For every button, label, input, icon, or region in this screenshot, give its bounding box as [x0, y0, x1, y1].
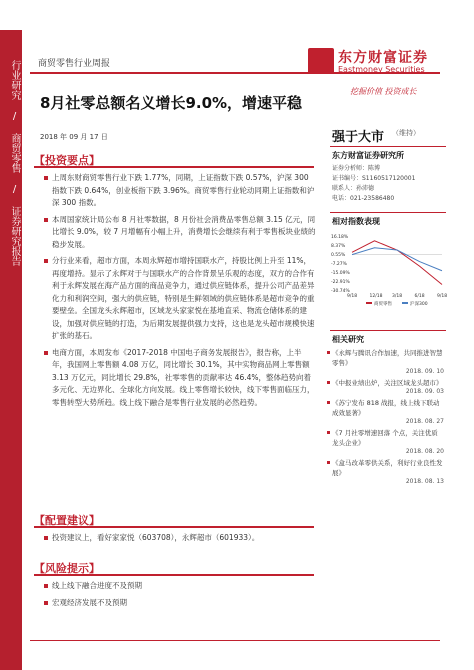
bullet-icon: [44, 176, 48, 180]
contact-name: 联系人：孙沛德: [332, 185, 375, 192]
y-tick-label: -7.27%: [331, 262, 347, 267]
page-title: 8月社零总额名义增长9.0%，增速平稳: [40, 94, 303, 112]
news-date: 2018. 08. 13: [405, 478, 444, 485]
right-divider: [330, 330, 446, 331]
report-date: 2018 年 09 月 17 日: [40, 133, 108, 141]
right-divider: [330, 212, 446, 213]
rating-title: 强于大市: [332, 130, 385, 145]
news-date: 2018. 08. 27: [405, 418, 444, 425]
related-news-list: [332, 348, 444, 485]
legend-swatch: [402, 302, 408, 304]
logo-cn: 东方财富证券: [338, 50, 428, 66]
bullet-icon: [44, 584, 48, 588]
news-item[interactable]: [332, 428, 444, 455]
news-date: 2018. 09. 10: [405, 368, 444, 375]
right-divider: [330, 146, 446, 147]
footer-divider: [30, 640, 440, 641]
risk-item: 宏观经济发展不及预期: [52, 597, 316, 610]
bullet-icon: [327, 351, 330, 354]
analyst-info: [332, 164, 444, 204]
x-tick-label: 6/18: [414, 294, 425, 299]
news-date: 2018. 08. 20: [405, 448, 444, 455]
x-tick-label: 12/18: [369, 294, 383, 299]
section-risk: [34, 560, 314, 576]
config-item: 投资建议上，看好家家悦（603708），永辉超市（601933）。: [52, 532, 316, 545]
series-line-1: [352, 248, 442, 271]
news-title[interactable]: 《中报业绩出炉，关注区域龙头超市》: [332, 379, 443, 387]
bullet-icon: [44, 351, 48, 355]
bullet-icon: [327, 431, 330, 434]
section-invest-title: 【投资要点】: [34, 154, 100, 167]
y-tick-label: -22.91%: [331, 280, 350, 285]
bullet-icon: [44, 601, 48, 605]
news-item[interactable]: [332, 458, 444, 485]
news-title[interactable]: 《永辉与腾讯合作加速，共同推进智慧零售》: [332, 349, 443, 367]
analyst-license: 证书编号：S1160517120001: [332, 175, 416, 182]
relative-performance-chart: [330, 230, 446, 310]
config-list: [40, 532, 316, 545]
bullet-icon: [327, 381, 330, 384]
news-title[interactable]: 《7 月社零增速回落 个点，关注优质龙头企业》: [332, 429, 438, 447]
x-tick-label: 9/18: [347, 294, 358, 299]
bullet-icon: [327, 401, 330, 404]
invest-item: 本周国家统计局公布 8 月社零数据，8 月份社会消费品零售总额 3.15 亿元，同比增长 9.0%，较 7 月增幅有小幅上升，消费增长会继续有利于零售板块业绩的稳步发展。: [52, 214, 316, 252]
perf-head: 相对指数表现: [332, 217, 380, 226]
section-invest: [34, 152, 314, 168]
y-tick-label: 8.37%: [331, 244, 346, 249]
news-item[interactable]: [332, 398, 444, 425]
section-config-title: 【配置建议】: [34, 514, 100, 527]
logo-icon: [308, 48, 334, 74]
section-risk-title: 【风险提示】: [34, 562, 100, 575]
y-tick-label: 16.18%: [331, 235, 349, 240]
bullet-icon: [44, 259, 48, 263]
invest-item: 分行业来看，超市方面，本周永辉超市增持国联水产，持股比例上升至 11%，再度增持。显示了永辉对于与国联水产的合作背景呈乐观的态度，双方的合作有利于永辉发展在海产品方面的商品竞争力，通过供应链体系，提升公司产品差异化力和利润空间，强大的供应链，特别是生鲜领域的供应链体系是超市竞争的重要壁垒。全国龙头永辉超市，区域龙头家家悦在基地直采、物流仓储体系的建设，加强对供应链的打造，为后期发展提供强力支持，这也是龙头超市规模快速扩张的基石。: [52, 255, 316, 343]
news-title[interactable]: 《盒马改革零供关系，利好行业良性发展》: [332, 459, 443, 477]
news-title[interactable]: 《苏宁发布 818 战报，线上线下联动成效显著》: [332, 399, 440, 417]
x-tick-label: 3/18: [392, 294, 403, 299]
related-head: 相关研究: [332, 335, 364, 344]
y-tick-label: -30.74%: [331, 289, 350, 294]
logo-en: Eastmoney Securities: [338, 65, 425, 74]
bullet-icon: [44, 218, 48, 222]
institute-name: 东方财富证券研究所: [332, 151, 404, 160]
sidebar-text: 行业研究 / 商贸零售 / 证券研究报告: [9, 60, 20, 266]
rating-note: （维持）: [392, 129, 420, 137]
legend-swatch: [366, 302, 372, 304]
report-type-label: 商贸零售行业周报: [38, 59, 111, 69]
news-date: 2018. 09. 03: [405, 388, 444, 395]
bullet-icon: [327, 461, 330, 464]
legend-label: 商贸零售: [374, 302, 392, 307]
y-tick-label: -15.09%: [331, 271, 350, 276]
legend-label: 沪深300: [410, 302, 428, 307]
invest-list: [40, 172, 316, 494]
x-tick-label: 9/18: [437, 294, 448, 299]
news-item[interactable]: [332, 348, 444, 375]
bullet-icon: [44, 536, 48, 540]
analyst-name: 证券分析师：陈博: [332, 165, 381, 172]
risk-list: [40, 580, 316, 609]
invest-item: 电商方面，本周发布《2017-2018 中国电子商务发展报告》，报告称，上半年，我国网上零售额 4.08 万亿，同比增长 30.1%，其中实物商品网上零售额 3.13 万亿元，同比增长 29.8%，社零零售的贡献率达 46.4%，整体趋势向着多元化、无边界化、全球化方向发展。线上零售增长较快，线下零售面临压力，零售转型大势所趋。线上线下融合是零售行业发展的必然趋势。: [52, 347, 316, 410]
y-tick-label: 0.55%: [331, 253, 346, 258]
news-item[interactable]: [332, 378, 444, 395]
series-line-0: [352, 241, 442, 285]
risk-item: 线上线下融合进度不及预期: [52, 580, 316, 593]
contact-phone: 电话：021-23586480: [332, 195, 395, 202]
invest-item: 上周东财商贸零售行业下跌 1.77%，同期，上证指数下跌 0.57%，沪深 300 指数下跌 0.64%，创业板指下跌 3.96%。商贸零售行业轮动同期上证指数和沪深 300 指数。: [52, 172, 316, 210]
slogan: 挖掘价值 投资成长: [350, 87, 417, 96]
section-config: [34, 512, 314, 528]
